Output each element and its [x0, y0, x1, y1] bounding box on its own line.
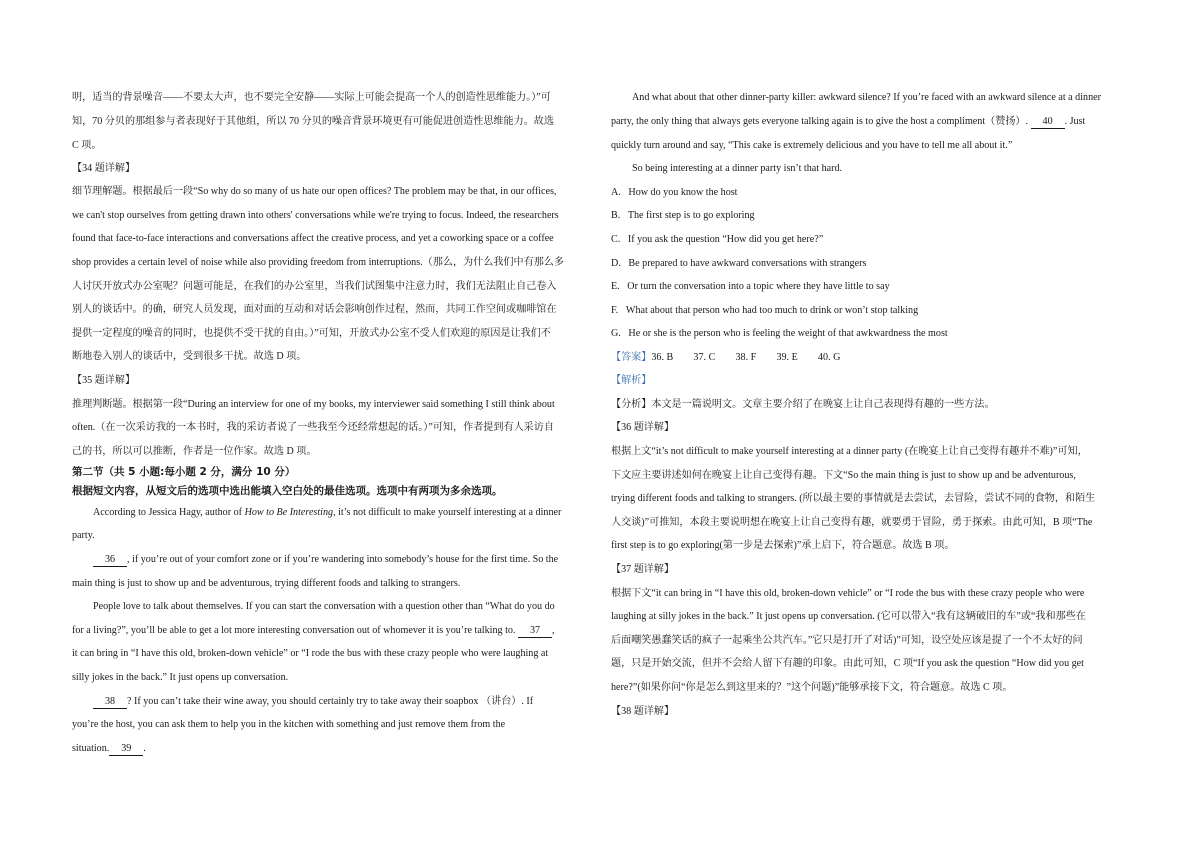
- option-d[interactable]: [611, 257, 866, 271]
- option-text: What about that person who had too much to drink or won’t stop talking: [625, 305, 919, 316]
- passage-line: for a living?”, you’ll be able to get a lot more interesting conversation out of whomever it is you’re talking to. 37 ,: [72, 625, 555, 636]
- text-line: 提供一定程度的噪音的同时，也提供不受干扰的自由。）”可知，开放式办公室不受人们欢迎的原因是让我们不: [72, 328, 551, 339]
- text-line: often.（在一次采访我的一本书时，我的采访者说了一些我至今还经常想起的话。）”可知，作者提到有人采访自: [72, 422, 554, 433]
- passage-text: , it’s not difficult to make yourself interesting at a dinner: [333, 507, 562, 518]
- passage-text: party, the only thing that always gets everyone talking again is to give the host a compliment（赞扬）.: [611, 116, 1029, 127]
- text-line: 断地卷入别人的谈话中，受到很多干扰。故选 D 项。: [72, 351, 307, 362]
- passage-line: And what about that other dinner-party killer: awkward silence? If you’re faced with an awkward silence at a dinner: [632, 92, 1101, 103]
- passage-text: , if you’re out of your comfort zone or if you’re wandering into somebody’s house for the first time. So the: [127, 554, 559, 565]
- text-line: trying different foods and talking to strangers. (所以最主要的事情就是去尝试，去冒险，尝试不同的食物，和陌生: [611, 493, 1096, 504]
- passage-line: it can bring in “I have this old, broken-down vehicle” or “I rode the bus with these crazy people who were laughing at: [72, 648, 549, 659]
- passage-line: [93, 506, 561, 520]
- passage-line: silly jokes in the back.” It just opens up conversation.: [72, 672, 289, 683]
- passage-line: main thing is just to show up and be adventurous, trying different foods and talking to strangers.: [72, 578, 461, 589]
- text-line: shop provides a certain level of noise while also providing freedom from interruptions.（那么，为什么我们中有那么多: [72, 257, 564, 268]
- option-letter: A.: [611, 187, 621, 198]
- blank-39[interactable]: 39: [109, 743, 143, 756]
- q38-heading: 【38 题详解】: [611, 706, 675, 717]
- text-line: here?”(如果你问“你是怎么到这里来的？”这个问题)”能够承接下文，符合题意。故选 C 项。: [611, 682, 1013, 693]
- analysis-label: 【解析】: [611, 375, 652, 386]
- option-letter: D.: [611, 258, 621, 269]
- text-line: 根据上文“it’s not difficult to make yourself interesting at a dinner party (在晚宴上让自己变得有趣并不难)”可知，: [611, 446, 1088, 457]
- text-line: 人讨厌开放式办公室呢？问题可能是，在我们的办公室里，当我们试图集中注意力时，我们无法阻止自己卷入: [72, 281, 557, 292]
- passage-text: situation.: [72, 743, 110, 754]
- passage-line: party.: [72, 530, 95, 541]
- analysis-summary: 【分析】本文是一篇说明文。文章主要介绍了在晚宴上让自己表现得有趣的一些方法。: [611, 399, 995, 410]
- q37-heading: 【37 题详解】: [611, 564, 675, 575]
- answer-label: 【答案】: [611, 352, 652, 363]
- text-line: C 项。: [72, 140, 102, 151]
- text-line: 别人的谈话中。的确，研究人员发现，面对面的互动和对话会影响创作过程，然而，共同工作空间或咖啡馆在: [72, 304, 557, 315]
- text-line: 后面嘲笑愚蠢笑话的疯子一起乘坐公共汽车。”它只是打开了对话)”可知，设空处应该是提了一个不太好的问: [611, 635, 1083, 646]
- passage-text: According to Jessica Hagy, author of: [93, 507, 245, 518]
- section-title: 第二节（共 5 小题:每小题 2 分，满分 10 分）: [72, 466, 296, 478]
- option-text: How do you know the host: [628, 187, 738, 198]
- text-line: 己的书，所以可以推断，作者是一位作家。故选 D 项。: [72, 446, 317, 457]
- blank-37[interactable]: 37: [518, 625, 552, 638]
- option-g[interactable]: [611, 327, 948, 341]
- passage-line: [611, 115, 1085, 129]
- passage-line: quickly turn around and say, “This cake is extremely delicious and you have to tell me all about it.”: [611, 140, 1013, 151]
- answers: 36. B 37. C 38. F 39. E 40. G: [651, 352, 841, 363]
- blank-36[interactable]: 36: [93, 554, 127, 567]
- text-line: 下文应主要讲述如何在晚宴上让自己变得有趣。下文“So the main thing is just to show up and be adventurous,: [611, 470, 1076, 481]
- passage-line: So being interesting at a dinner party isn’t that hard.: [632, 163, 843, 174]
- option-text: The first step is to go exploring: [627, 210, 755, 221]
- option-text: Be prepared to have awkward conversations with strangers: [628, 258, 867, 269]
- text-line: 推理判断题。根据第一段“During an interview for one of my books, my interviewer said something I still think about: [72, 399, 555, 410]
- option-e[interactable]: [611, 280, 890, 294]
- option-text: If you ask the question “How did you get here?”: [627, 234, 824, 245]
- text-line: we can't stop ourselves from getting drawn into others' conversations while we're trying to focus. Indeed, the researchers: [72, 210, 559, 221]
- passage-line: situation. 39 .: [72, 743, 146, 754]
- passage-line: [93, 695, 533, 709]
- text-line: 根据下文“it can bring in “I have this old, broken-down vehicle” or “I rode the bus with these crazy people who were: [611, 588, 1085, 599]
- passage-line: People love to talk about themselves. If you can start the conversation with a question other than “What do you do: [93, 601, 555, 612]
- q36-heading: 【36 题详解】: [611, 422, 675, 433]
- text-line: laughing at silly jokes in the back.” It just opens up conversation. (它可以带入“我有这辆破旧的车”或“我和那些在: [611, 611, 1086, 622]
- passage-text: . Just: [1064, 116, 1086, 127]
- text-line: 知，70 分贝的那组参与者表现好于其他组，所以 70 分贝的噪音背景环境更有可能促进创造性思维能力。故选: [72, 116, 554, 127]
- book-title: How to Be Interesting: [244, 507, 334, 518]
- option-c[interactable]: [611, 233, 823, 247]
- text-line: found that face-to-face interactions and conversations affect the creative process, and yet a coworking space or a coffee: [72, 233, 554, 244]
- passage-line: you’re the host, you can ask them to help you in the kitchen with something and just remove them from the: [72, 719, 506, 730]
- passage-text: for a living?”, you’ll be able to get a lot more interesting conversation out of whomever it is you’re talking to.: [72, 625, 516, 636]
- option-letter: F.: [611, 305, 619, 316]
- option-b[interactable]: [611, 209, 755, 223]
- blank-38[interactable]: 38: [93, 696, 127, 709]
- blank-40[interactable]: 40: [1031, 116, 1065, 129]
- text-line: 人交谈)”可推知，本段主要说明想在晚宴上让自己变得有趣，就要勇于冒险，勇于探索。由此可知，B 项“The: [611, 517, 1093, 528]
- text-line: 细节理解题。根据最后一段“So why do so many of us hate our open offices? The problem may be that, in our offices,: [72, 186, 557, 197]
- option-a[interactable]: [611, 186, 737, 200]
- section-instructions: 根据短文内容，从短文后的选项中选出能填入空白处的最佳选项。选项中有两项为多余选项。: [72, 485, 503, 497]
- text-line: first step is to go exploring(第一步是去探索)”承上启下，符合题意。故选 B 项。: [611, 540, 955, 551]
- q34-heading: 【34 题详解】: [72, 163, 136, 174]
- option-text: Or turn the conversation into a topic where they have little to say: [627, 281, 890, 292]
- option-f[interactable]: [611, 304, 918, 318]
- option-letter: E.: [611, 281, 620, 292]
- text-line: 题，只是开始交流，但并不会给人留下有趣的印象。由此可知，C 项“If you ask the question “How did you get: [611, 658, 1084, 669]
- option-text: He or she is the person who is feeling the weight of that awkwardness the most: [628, 328, 948, 339]
- option-letter: B.: [611, 210, 621, 221]
- option-letter: G.: [611, 328, 621, 339]
- passage-line: [93, 553, 558, 567]
- passage-text: ? If you can’t take their wine away, you should certainly try to take away their soapbox （讲台）. If: [127, 696, 534, 707]
- text-line: 明，适当的背景噪音——不要太大声，也不要完全安静——实际上可能会提高一个人的创造性思维能力。）”可: [72, 92, 551, 103]
- option-letter: C.: [611, 234, 621, 245]
- answer-line: [611, 351, 840, 365]
- q35-heading: 【35 题详解】: [72, 375, 136, 386]
